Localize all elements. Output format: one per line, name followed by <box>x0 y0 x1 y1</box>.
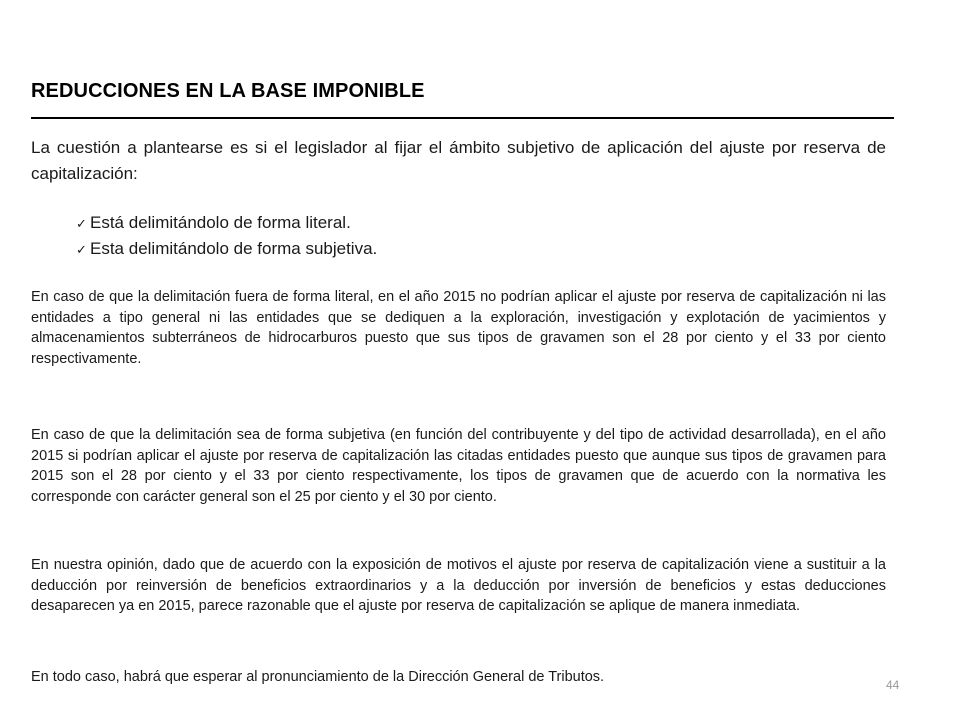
paragraph-literal-case: En caso de que la delimitación fuera de forma literal, en el año 2015 no podrían aplicar el ajuste por reserva de capitalización ni las entidades a tipo general ni las entidades que se dediquen a la exploración, investigación y explotación de yacimientos y almacenamientos subterráneos de hidrocarburos puesto que sus tipos de gravamen son el 28 por ciento y el 33 por ciento respectivamente. <box>31 289 886 367</box>
paragraph-subjective-case: En caso de que la delimitación sea de forma subjetiva (en función del contribuyente y del tipo de actividad desarrollada), en el año 2015 si podrían aplicar el ajuste por reserva de capitalización las citadas entidades puesto que aunque sus tipos de gravamen para 2015 son el 28 por ciento y el 33 por ciento respectivamente, los tipos de gravamen que de acuerdo con la normativa les corresponde con carácter general son el 25 por ciento y el 30 por ciento. <box>31 427 886 505</box>
paragraph-conclusion: En todo caso, habrá que esperar al pronunciamiento de la Dirección General de Tributos. <box>31 669 605 685</box>
bullet-text: Está delimitándolo de forma literal. <box>90 213 351 232</box>
options-list <box>76 211 377 263</box>
bullet-text: Esta delimitándolo de forma subjetiva. <box>90 239 378 258</box>
list-item <box>76 211 377 237</box>
title-divider <box>31 117 894 119</box>
slide-title: REDUCCIONES EN LA BASE IMPONIBLE <box>31 80 425 102</box>
page-number: 44 <box>886 678 900 692</box>
paragraph-opinion: En nuestra opinión, dado que de acuerdo con la exposición de motivos el ajuste por reserva de capitalización viene a sustituir a la deducción por reinversión de beneficios extraordinarios y a la deducción por inversión de beneficios y estas deducciones desaparecen ya en 2015, parece razonable que el ajuste por reserva de capitalización se aplique de manera inmediata. <box>31 557 886 614</box>
check-icon: ✓ <box>76 217 87 232</box>
check-icon: ✓ <box>76 243 87 258</box>
intro-paragraph: La cuestión a plantearse es si el legislador al fijar el ámbito subjetivo de aplicación del ajuste por reserva de capitalización: <box>31 138 886 183</box>
list-item <box>76 237 377 263</box>
